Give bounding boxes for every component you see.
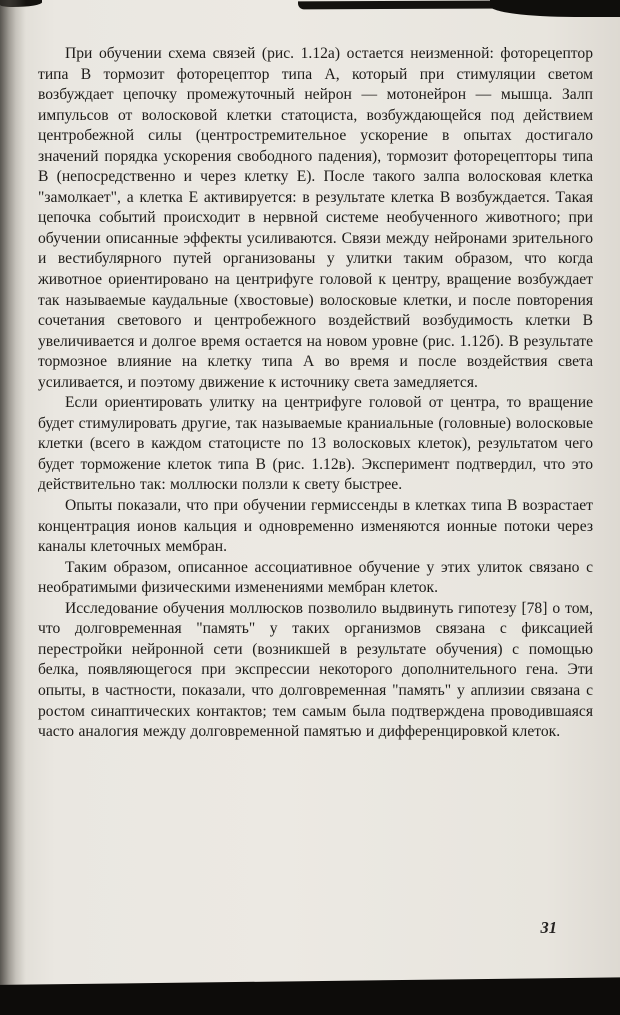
scan-gutter-left — [0, 0, 26, 1015]
scan-artifact-top-right-corner — [490, 0, 620, 17]
paragraph-5: Исследование обучения моллюсков позволило выдвинуть гипотезу [78] о том, что долговременная "память" у таких организмов связана с фиксацией перестройки нейронной сети (возникшей в результате обучения) с помощью белка, появляющегося при экспрессии некоторого дополнительного гена. Эти опыты, в частности, показали, что долговременная "память" у аплизии связана с ростом синаптических контактов; тем самым была подтверждена проводившаяся часто аналогия между долговременной памятью и дифференцировкой клеток. — [38, 599, 593, 741]
scan-artifact-top-left — [0, 0, 42, 7]
page-text — [38, 44, 593, 743]
paragraph-2: Если ориентировать улитку на центрифуге головой от центра, то вращение будет стимулировать другие, так называемые краниальные (головные) волосковые клетки (всего в каждом статоцисте по 13 волосковых клеток), результатом чего будет торможение клеток типа В (рис. 1.12в). Эксперимент подтвердил, что это действительно так: моллюски ползли к свету быстрее. — [38, 394, 593, 494]
paragraph-3: Опыты показали, что при обучении гермиссенды в клетках типа В возрастает концентрация ионов кальция и одновременно изменяются ионные потоки через каналы клеточных мембран. — [38, 497, 593, 556]
scan-artifact-bottom — [0, 995, 620, 1015]
paragraph-1: При обучении схема связей (рис. 1.12а) остается неизменной: фоторецептор типа В тормозит фоторецептор типа А, который при стимуляции светом возбуждает цепочку промежуточный нейрон — мотонейрон — мышца. Залп импульсов от волосковой клетки статоциста, возбуждающейся под действием центробежной силы (центростремительное ускорение в опытах достигало значений порядка ускорения свободного падения), тормозит фоторецепторы типа В (непосредственно и через клетку Е). После такого залпа волосковая клетка "замолкает", а клетка Е активируется: в результате клетка В возбуждается. Такая цепочка событий происходит в нервной системе необученного животного; при обучении описанные эффекты усиливаются. Связи между нейронами зрительного и вестибулярного путей организованы у улитки таким образом, что когда животное ориентировано на центрифуге головой к центру, вращение возбуждает так называемые каудальные (хвостовые) волосковые клетки, и после повторения сочетания светового и центробежного воздействий возбудимость клетки В увеличивается и долгое время остается на новом уровне (рис. 1.12б). В результате тормозное влияние на клетку типа А во время и после воздействия света усиливается, и поэтому движение к источнику света замедляется. — [38, 45, 593, 391]
paragraph-4: Таким образом, описанное ассоциативное обучение у этих улиток связано с необратимыми физическими изменениями мембран клеток. — [38, 558, 593, 597]
page-number: 31 — [540, 918, 557, 937]
